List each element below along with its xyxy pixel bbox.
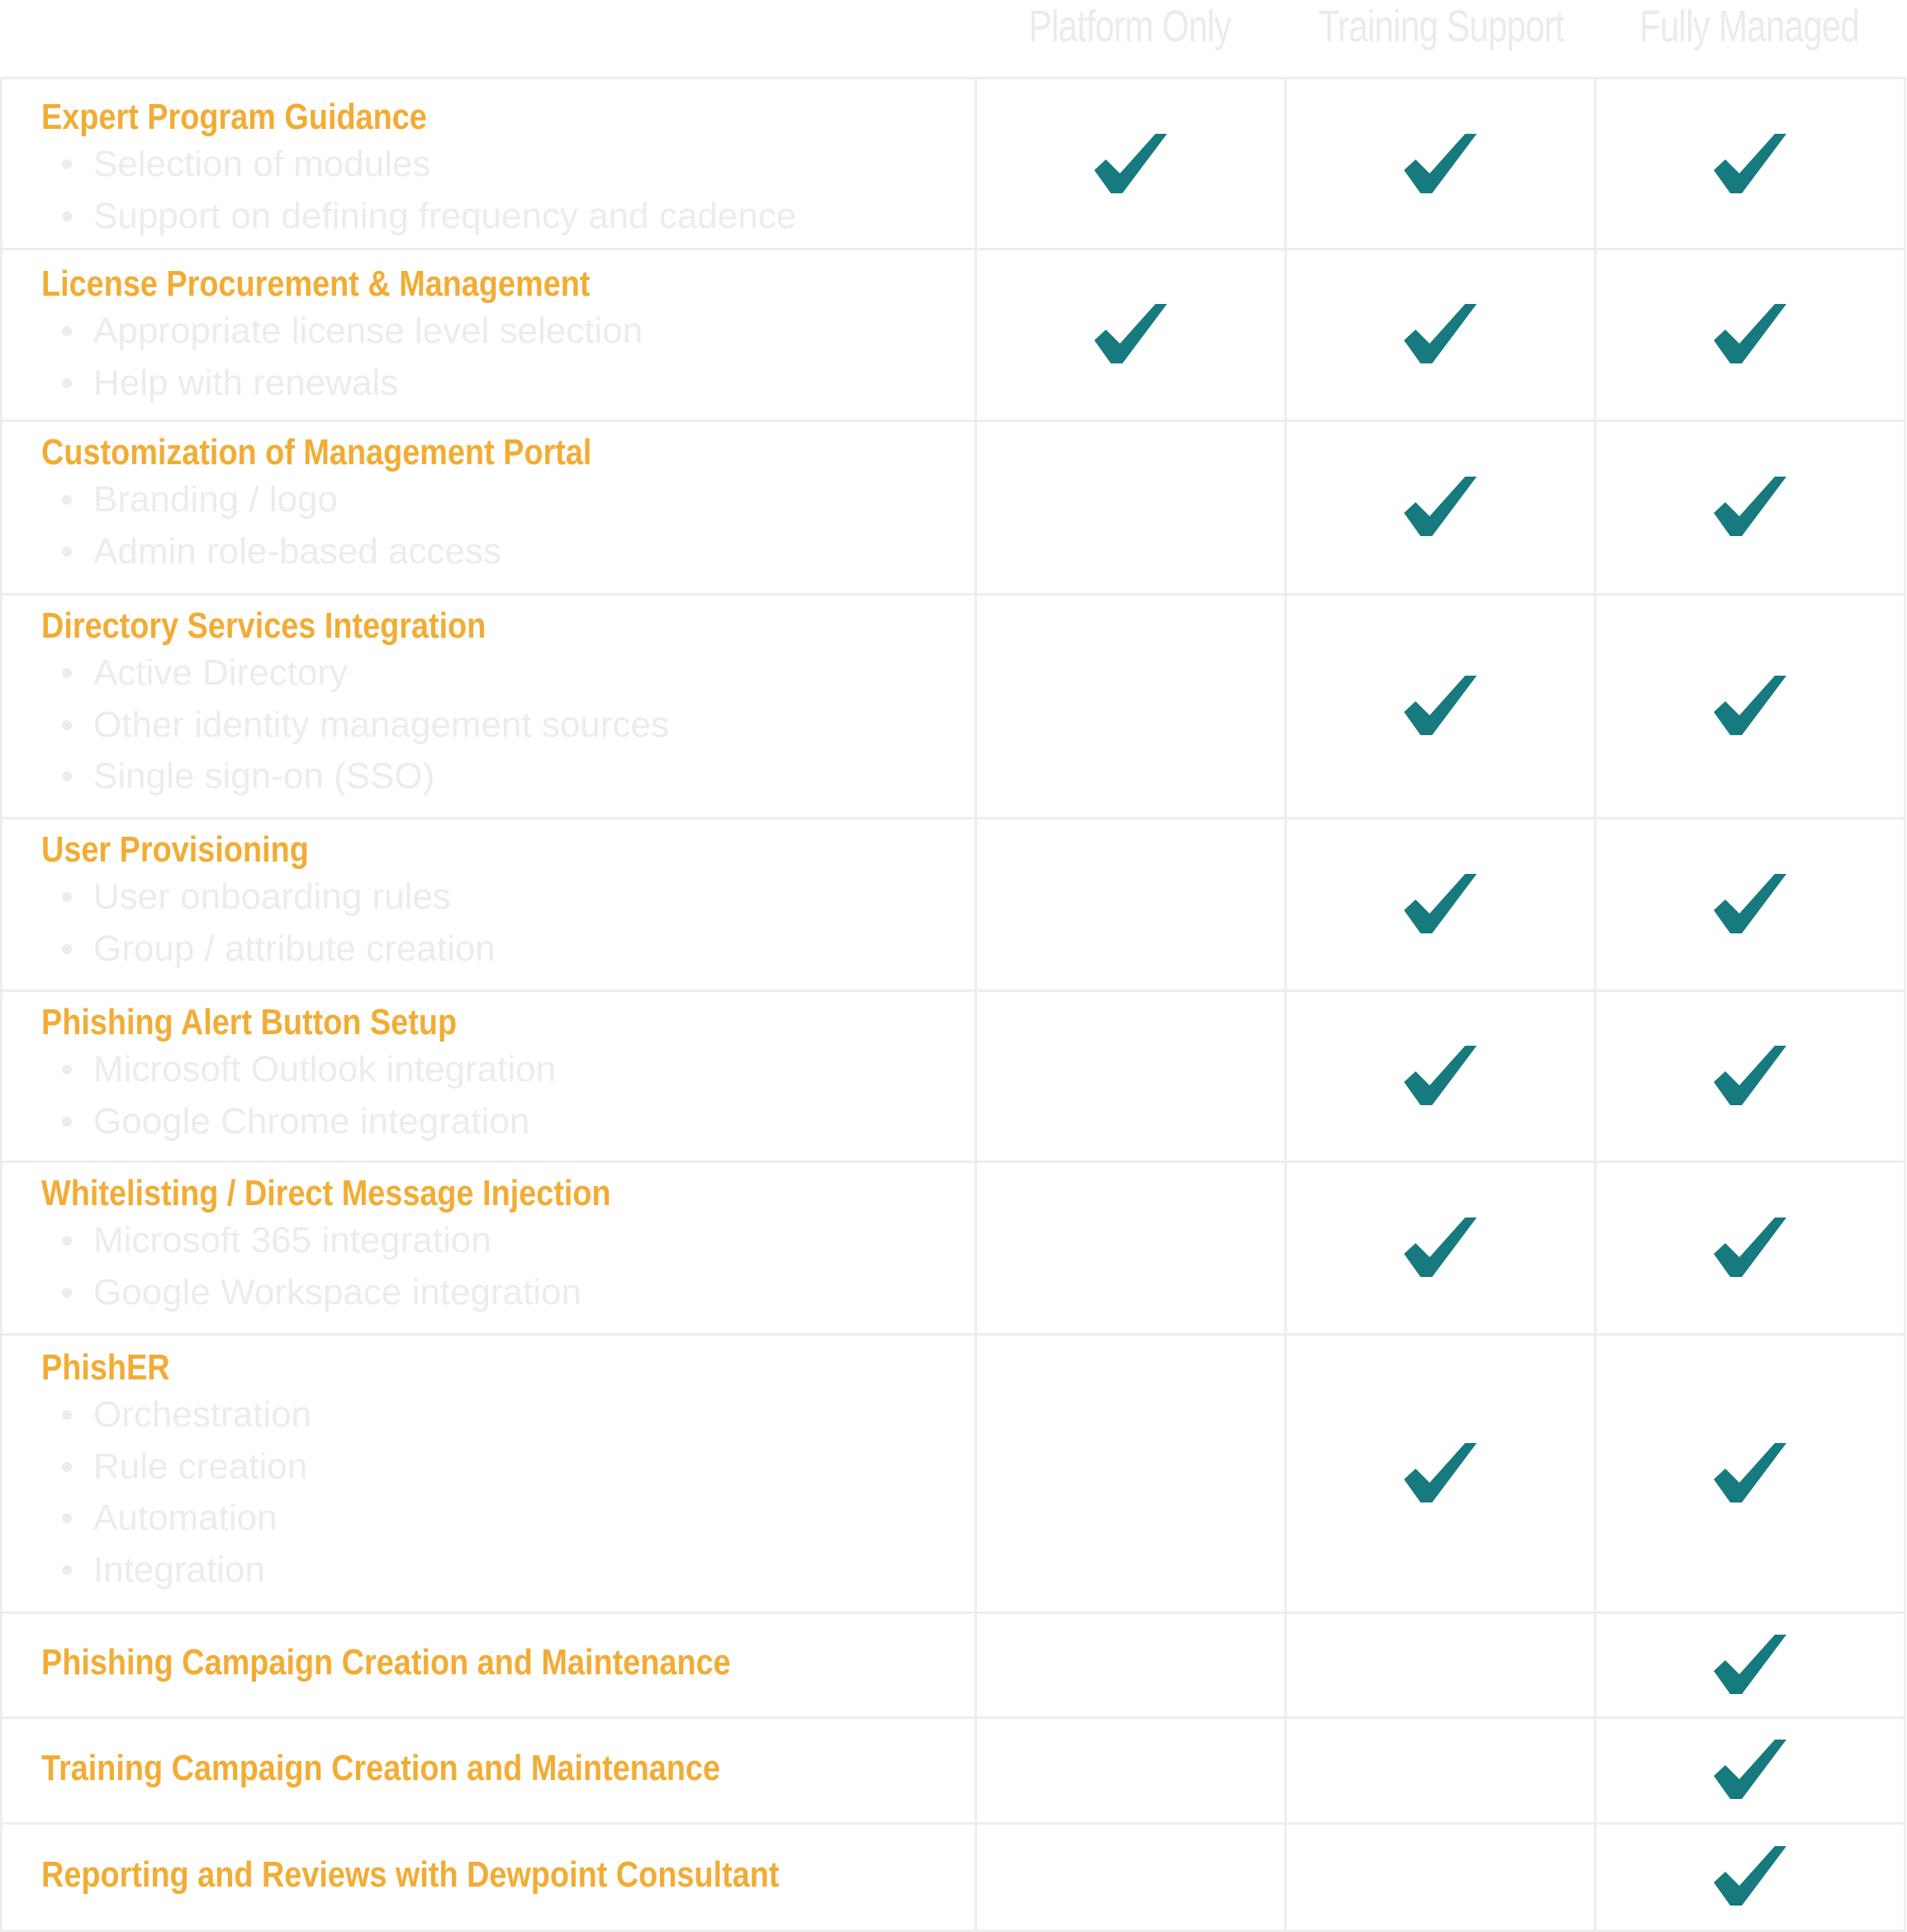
feature-cell	[0, 817, 977, 992]
feature-bullet-list	[62, 474, 501, 577]
table-row	[0, 990, 1907, 1163]
feature-bullet-list	[62, 1215, 581, 1318]
check-icon	[1402, 132, 1478, 195]
feature-cell	[0, 1333, 977, 1614]
feature-bullet	[62, 139, 796, 191]
cell-training-support	[1284, 1161, 1596, 1336]
feature-title: Training Campaign Creation and Maintenance	[41, 1747, 721, 1788]
cell-fully-managed	[1594, 1716, 1906, 1825]
feature-bullet	[62, 526, 501, 578]
check-icon	[1093, 132, 1169, 195]
feature-bullet	[62, 1441, 311, 1493]
check-icon	[1712, 674, 1788, 737]
feature-bullet-text: Google Chrome integration	[93, 1100, 530, 1142]
feature-bullet	[62, 700, 669, 752]
feature-cell	[0, 1612, 977, 1719]
bullet-dot-icon	[62, 1462, 72, 1472]
bullet-dot-icon	[62, 1410, 72, 1420]
check-icon	[1402, 872, 1478, 935]
cell-platform-only	[975, 1716, 1287, 1825]
cell-fully-managed	[1594, 990, 1906, 1163]
check-icon	[1712, 132, 1788, 195]
bullet-dot-icon	[62, 159, 72, 169]
cell-platform-only	[975, 593, 1287, 819]
check-icon	[1712, 1044, 1788, 1107]
bullet-dot-icon	[62, 1236, 72, 1246]
feature-title: Reporting and Reviews with Dewpoint Consultant	[41, 1854, 780, 1895]
check-icon	[1093, 302, 1169, 365]
cell-fully-managed	[1594, 1822, 1906, 1932]
cell-training-support	[1284, 1333, 1596, 1614]
feature-bullet-text: Admin role-based access	[93, 530, 502, 572]
cell-platform-only	[975, 1161, 1287, 1336]
bullet-dot-icon	[62, 1065, 72, 1075]
feature-cell	[0, 420, 977, 596]
feature-bullet	[62, 1044, 556, 1096]
check-icon	[1712, 475, 1788, 538]
feature-bullet-text: Integration	[93, 1549, 265, 1590]
feature-bullet-text: Selection of modules	[93, 144, 431, 184]
bullet-dot-icon	[62, 668, 72, 678]
cell-platform-only	[975, 248, 1287, 422]
feature-title: Whitelisting / Direct Message Injection	[41, 1173, 611, 1213]
table-row	[0, 420, 1907, 596]
check-icon	[1402, 1044, 1478, 1107]
bullet-dot-icon	[62, 1288, 72, 1298]
feature-cell	[0, 593, 977, 819]
check-icon	[1712, 302, 1788, 365]
feature-title: Directory Services Integration	[41, 605, 486, 646]
feature-bullet	[62, 191, 796, 243]
feature-title: Phishing Alert Button Setup	[41, 1002, 458, 1042]
feature-bullet-text: Rule creation	[93, 1445, 308, 1487]
feature-bullet	[62, 1389, 311, 1441]
feature-bullet	[62, 648, 669, 700]
cell-training-support	[1284, 817, 1596, 992]
feature-bullet	[62, 1096, 556, 1148]
feature-cell	[0, 990, 977, 1163]
bullet-dot-icon	[62, 1513, 72, 1523]
check-icon	[1402, 475, 1478, 538]
feature-title: Expert Program Guidance	[41, 97, 427, 137]
feature-title: License Procurement & Management	[41, 263, 591, 304]
cell-platform-only	[975, 1333, 1287, 1614]
feature-bullet-text: Microsoft Outlook integration	[93, 1049, 557, 1089]
cell-fully-managed	[1594, 1612, 1906, 1719]
cell-platform-only	[975, 990, 1287, 1163]
column-header-training-support: Training Support	[1318, 2, 1564, 51]
feature-bullet-list	[62, 306, 643, 409]
bullet-dot-icon	[62, 892, 72, 902]
table-row	[0, 248, 1907, 422]
check-icon	[1402, 1441, 1478, 1504]
bullet-dot-icon	[62, 1565, 72, 1575]
feature-title: Phishing Campaign Creation and Maintenance	[41, 1642, 731, 1683]
cell-training-support	[1284, 1612, 1596, 1719]
cell-fully-managed	[1594, 593, 1906, 819]
feature-bullet	[62, 871, 496, 923]
feature-bullet	[62, 923, 496, 975]
check-icon	[1402, 1216, 1478, 1279]
cell-fully-managed	[1594, 420, 1906, 596]
feature-bullet-text: Support on defining frequency and cadence	[93, 195, 797, 236]
feature-bullet-text: Automation	[93, 1498, 278, 1538]
cell-platform-only	[975, 817, 1287, 992]
check-icon	[1712, 872, 1788, 935]
cell-fully-managed	[1594, 1333, 1906, 1614]
feature-bullet	[62, 474, 501, 526]
feature-bullet-text: Google Workspace integration	[93, 1271, 582, 1313]
column-header-fully-managed: Fully Managed	[1639, 2, 1860, 51]
feature-bullet-list	[62, 871, 496, 975]
feature-bullet-text: User onboarding rules	[93, 876, 451, 917]
feature-bullet	[62, 751, 669, 803]
feature-cell	[0, 1716, 977, 1825]
feature-title: User Provisioning	[41, 829, 309, 870]
check-icon	[1712, 1216, 1788, 1279]
bullet-dot-icon	[62, 211, 72, 221]
bullet-dot-icon	[62, 495, 72, 505]
feature-cell	[0, 1822, 977, 1932]
table-row	[0, 1161, 1907, 1336]
table-row	[0, 1612, 1907, 1719]
column-header-row	[0, 0, 1907, 78]
feature-title: Customization of Management Portal	[41, 432, 592, 472]
bullet-dot-icon	[62, 771, 72, 781]
feature-bullet-text: Microsoft 365 integration	[93, 1220, 491, 1260]
cell-training-support	[1284, 1716, 1596, 1825]
feature-bullet-list	[62, 1044, 556, 1147]
feature-bullet-text: Branding / logo	[93, 479, 338, 520]
cell-fully-managed	[1594, 1161, 1906, 1336]
feature-bullet	[62, 1545, 311, 1597]
cell-fully-managed	[1594, 817, 1906, 992]
cell-training-support	[1284, 420, 1596, 596]
column-header-platform-only: Platform Only	[1028, 2, 1231, 51]
cell-fully-managed	[1594, 77, 1906, 250]
check-icon	[1402, 302, 1478, 365]
check-icon	[1402, 674, 1478, 737]
table-row	[0, 593, 1907, 819]
cell-platform-only	[975, 1822, 1287, 1932]
feature-bullet-text: Other identity management sources	[93, 704, 670, 745]
table-row	[0, 77, 1907, 250]
bullet-dot-icon	[62, 326, 72, 336]
feature-bullet	[62, 306, 643, 358]
feature-bullet-text: Help with renewals	[93, 362, 399, 403]
feature-bullet	[62, 1267, 581, 1319]
cell-training-support	[1284, 593, 1596, 819]
feature-bullet-list	[62, 648, 669, 803]
feature-bullet	[62, 1215, 581, 1267]
feature-bullet	[62, 1493, 311, 1545]
check-icon	[1712, 1844, 1788, 1907]
bullet-dot-icon	[62, 720, 72, 730]
table-row	[0, 1822, 1907, 1932]
cell-platform-only	[975, 77, 1287, 250]
feature-bullet-text: Orchestration	[93, 1394, 312, 1435]
feature-cell	[0, 77, 977, 250]
cell-training-support	[1284, 1822, 1596, 1932]
cell-platform-only	[975, 420, 1287, 596]
bullet-dot-icon	[62, 547, 72, 557]
check-icon	[1712, 1738, 1788, 1801]
cell-training-support	[1284, 77, 1596, 250]
cell-training-support	[1284, 248, 1596, 422]
feature-bullet-list	[62, 1389, 311, 1596]
feature-bullet-list	[62, 139, 796, 242]
feature-title: PhishER	[41, 1347, 170, 1388]
feature-bullet-text: Active Directory	[93, 653, 349, 693]
table-row	[0, 1333, 1907, 1614]
bullet-dot-icon	[62, 1117, 72, 1127]
feature-bullet-text: Group / attribute creation	[93, 928, 496, 969]
check-icon	[1712, 1633, 1788, 1696]
feature-cell	[0, 248, 977, 422]
bullet-dot-icon	[62, 378, 72, 388]
cell-platform-only	[975, 1612, 1287, 1719]
feature-bullet-text: Single sign-on (SSO)	[93, 756, 435, 796]
table-row	[0, 817, 1907, 992]
bullet-dot-icon	[62, 944, 72, 954]
feature-bullet	[62, 358, 643, 410]
cell-training-support	[1284, 990, 1596, 1163]
check-icon	[1712, 1441, 1788, 1504]
feature-bullet-text: Appropriate license level selection	[93, 311, 643, 351]
feature-cell	[0, 1161, 977, 1336]
cell-fully-managed	[1594, 248, 1906, 422]
table-row	[0, 1716, 1907, 1825]
